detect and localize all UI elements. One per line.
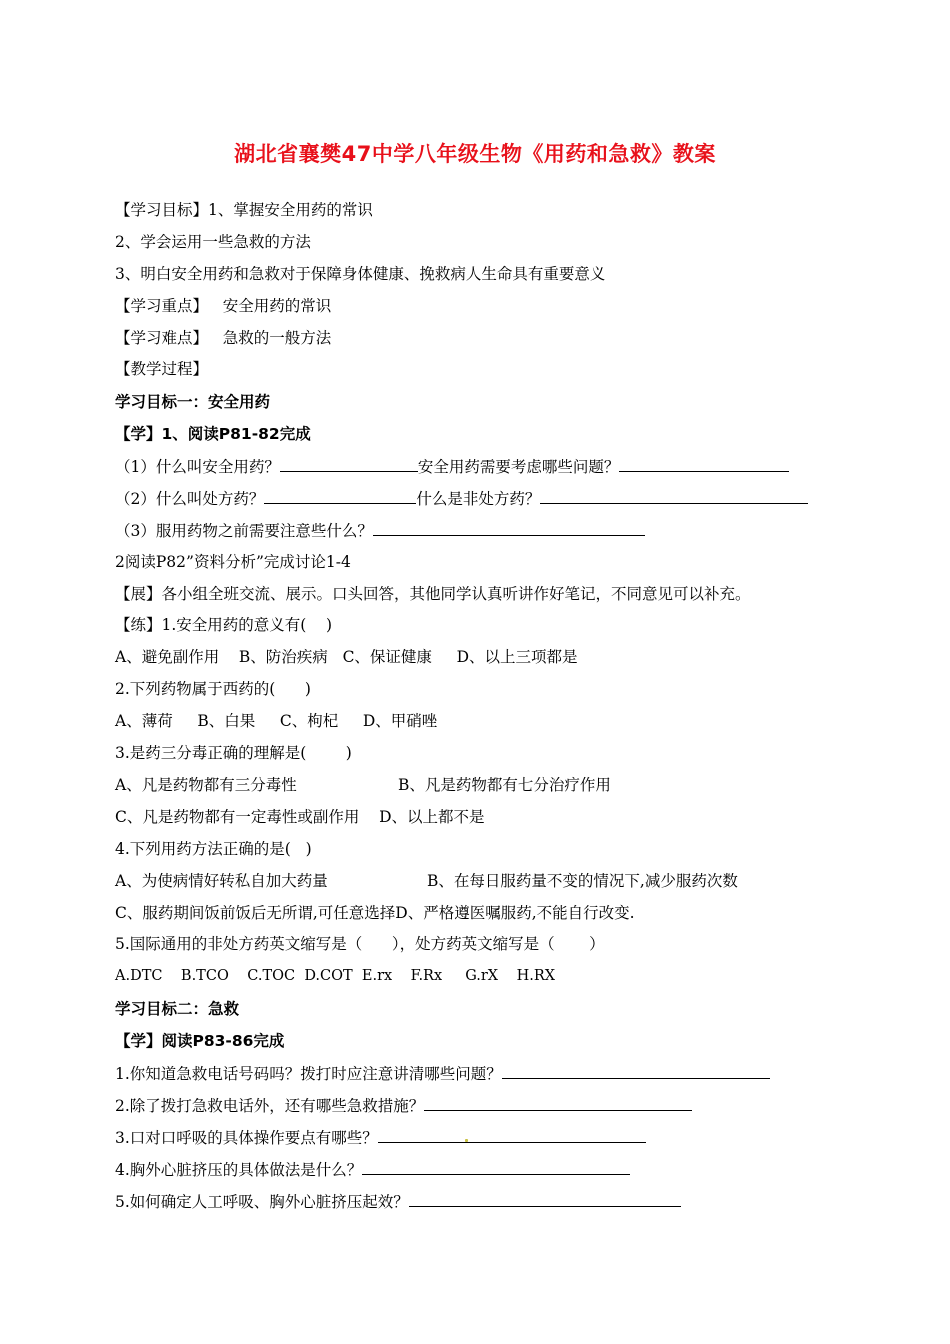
question-3 (115, 520, 645, 541)
practice-q3-options-cd: C、凡是药物都有一定毒性或副作用 D、以上都不是 (115, 808, 485, 826)
difficulty: 【学习难点】 急救的一般方法 (115, 329, 332, 347)
practice-q4-options-cd: C、服药期间饭前饭后无所谓,可任意选择D、严格遵医嘱服药,不能自行改变. (115, 904, 635, 922)
practice-q3-option-b: B、凡是药物都有七分治疗作用 (398, 776, 611, 794)
objectives-line-2: 2、学会运用一些急救的方法 (115, 233, 311, 251)
emergency-q4-text: 4.胸外心脏挤压的具体做法是什么？ (115, 1161, 363, 1179)
objectives-line-1: 【学习目标】1、掌握安全用药的常识 (115, 201, 373, 219)
emergency-q1 (115, 1063, 770, 1084)
practice-q4-option-a: A、为使病情好转私自加大药量 (115, 872, 328, 890)
practice-q3-option-a: A、凡是药物都有三分毒性 (115, 776, 297, 794)
answer-blank[interactable] (264, 488, 416, 504)
answer-blank[interactable] (540, 488, 808, 504)
emergency-q2 (115, 1095, 692, 1116)
answer-blank[interactable] (424, 1095, 692, 1111)
objectives-line-3: 3、明白安全用药和急救对于保障身体健康、挽救病人生命具有重要意义 (115, 265, 606, 283)
section2-heading: 学习目标二：急救 (115, 1000, 240, 1018)
section1-study: 【学】1、阅读P81-82完成 (115, 425, 311, 443)
document-title: 湖北省襄樊47中学八年级生物《用药和急救》教案 (234, 142, 716, 166)
section1-heading: 学习目标一：安全用药 (115, 393, 271, 411)
practice-q4-option-b: B、在每日服药量不变的情况下,减少服药次数 (427, 872, 738, 890)
answer-blank[interactable] (409, 1191, 681, 1207)
emergency-q3 (115, 1127, 646, 1148)
emergency-q5 (115, 1191, 681, 1212)
stray-dot (465, 1139, 468, 1142)
emergency-q2-text: 2.除了拨打急救电话外，还有哪些急救措施？ (115, 1097, 425, 1115)
practice-q5-options: A.DTC B.TCO C.TOC D.COT E.rx F.Rx G.rX H.RX (115, 968, 556, 984)
read-material: 2阅读P82”资料分析”完成讨论1-4 (115, 553, 351, 571)
answer-blank[interactable] (280, 456, 418, 472)
key-point: 【学习重点】 安全用药的常识 (115, 297, 332, 315)
answer-blank[interactable] (373, 520, 645, 536)
section2-study: 【学】阅读P83-86完成 (115, 1032, 285, 1050)
question-2 (115, 488, 808, 509)
question-1a-text: （1）什么叫安全用药？ (115, 458, 280, 476)
emergency-q5-text: 5.如何确定人工呼吸、胸外心脏挤压起效？ (115, 1193, 409, 1211)
practice-q1-options: A、避免副作用 B、防治疾病 C、保证健康 D、以上三项都是 (115, 648, 578, 666)
emergency-q3-text: 3.口对口呼吸的具体操作要点有哪些？ (115, 1129, 378, 1147)
question-2b-text: 什么是非处方药？ (416, 490, 541, 508)
emergency-q4 (115, 1159, 630, 1180)
practice-q2: 2.下列药物属于西药的( ) (115, 680, 311, 698)
show-section: 【展】各小组全班交流、展示。口头回答，其他同学认真听讲作好笔记，不同意见可以补充。 (115, 585, 751, 603)
question-1 (115, 456, 789, 477)
teaching-process: 【教学过程】 (115, 360, 209, 378)
answer-blank[interactable] (362, 1159, 630, 1175)
question-1b-text: 安全用药需要考虑哪些问题？ (417, 458, 620, 476)
answer-blank[interactable] (502, 1063, 770, 1079)
practice-q2-options: A、薄荷 B、白果 C、枸杞 D、甲硝唑 (115, 712, 438, 730)
emergency-q1-text: 1.你知道急救电话号码吗？拨打时应注意讲清哪些问题？ (115, 1065, 502, 1083)
practice-q1: 【练】1.安全用药的意义有( ) (115, 616, 333, 634)
practice-q5: 5.国际通用的非处方药英文缩写是（ ），处方药英文缩写是（ ） (115, 935, 605, 953)
answer-blank[interactable] (619, 456, 789, 472)
practice-q3: 3.是药三分毒正确的理解是( ) (115, 744, 352, 762)
practice-q4: 4.下列用药方法正确的是( ) (115, 840, 312, 858)
question-3-text: （3）服用药物之前需要注意些什么？ (115, 522, 373, 540)
question-2a-text: （2）什么叫处方药？ (115, 490, 265, 508)
answer-blank[interactable] (378, 1127, 646, 1143)
